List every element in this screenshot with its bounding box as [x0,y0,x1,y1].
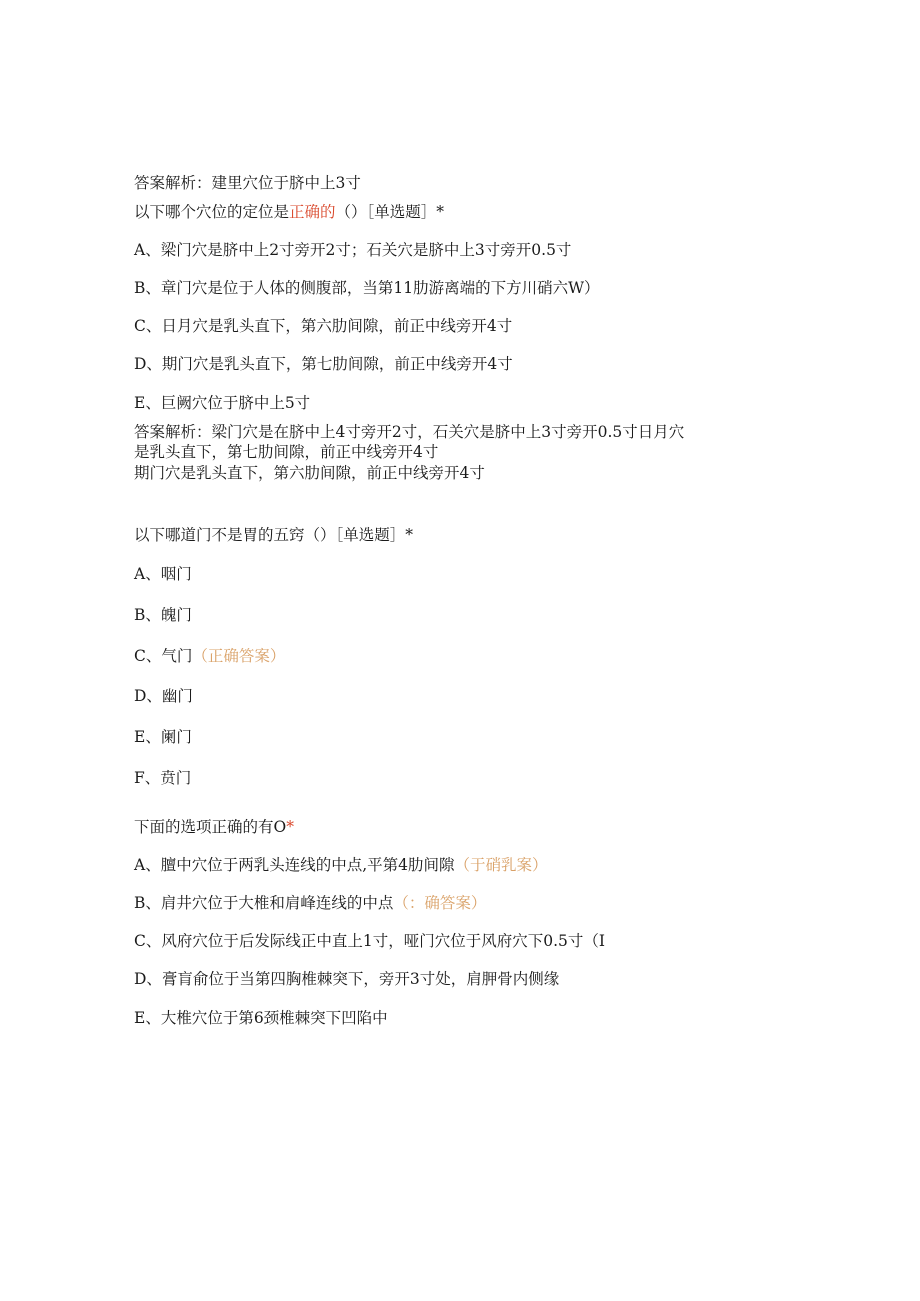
question-2-option-d[interactable]: D、幽门 [134,687,193,705]
question-1-explanation-line-3: 期门穴是乳头直下，第六肋间隙，前正中线旁开4寸 [134,464,485,482]
question-3-stem-text: 下面的选项正确的有O [134,818,287,836]
question-2-option-e[interactable]: E、阑门 [134,728,192,746]
question-2-option-f[interactable]: F、贲门 [134,769,192,787]
question-2-option-c-text: C、气门 [134,647,193,665]
question-2-option-a[interactable]: A、咽门 [134,565,192,583]
question-2-option-c[interactable] [134,646,285,666]
question-1-option-d[interactable]: D、期门穴是乳头直下，第七肋间隙，前正中线旁开4寸 [134,355,513,373]
question-3-option-c[interactable]: C、风府穴位于后发际线正中直上1寸，哑门穴位于风府穴下0.5寸（I [134,932,605,950]
question-1-explanation-line-1: 答案解析：梁门穴是在脐中上4寸旁开2寸，石关穴是脐中上3寸旁开0.5寸日月穴 [134,423,685,441]
correct-answer-mark: （：确答案） [393,894,487,912]
correct-answer-mark: （正确答案） [192,647,286,665]
question-3-stem [134,817,294,837]
question-1-option-b[interactable]: B、章门穴是位于人体的侧腹部，当第11肋游离端的下方川硝六W） [134,279,600,297]
correct-answer-mark: （于硝乳案） [454,856,548,874]
explanation-text: 答案解析：建里穴位于脐中上3寸 [134,174,361,192]
question-3-option-b[interactable] [134,893,486,913]
question-3-option-a[interactable] [134,855,548,875]
question-1-option-c[interactable]: C、日月穴是乳头直下，第六肋间隙，前正中线旁开4寸 [134,317,513,335]
question-1-option-e[interactable]: E、巨阙穴位于脐中上5寸 [134,394,311,412]
question-1-stem-highlight: 正确的 [289,203,336,221]
question-3-option-a-text: A、膻中穴位于两乳头连线的中点,平第4肋间隙 [134,856,455,874]
question-1-stem [134,202,444,222]
question-1-stem-text: 以下哪个穴位的定位是 [134,203,290,221]
question-3-option-e[interactable]: E、大椎穴位于第6颈椎棘突下凹陷中 [134,1009,388,1027]
question-2-stem: 以下哪道门不是胃的五窍（）［单选题］* [134,526,414,544]
question-1-explanation-line-2: 是乳头直下，第七肋间隙，前正中线旁开4寸 [134,443,439,461]
question-2-option-b[interactable]: B、魄门 [134,606,192,624]
question-3-option-d[interactable]: D、膏肓俞位于当第四胸椎棘突下，旁开3寸处，肩胛骨内侧缘 [134,970,560,988]
question-1-option-a[interactable]: A、梁门穴是脐中上2寸旁开2寸；石关穴是脐中上3寸旁开0.5寸 [134,241,572,259]
question-3-option-b-text: B、肩井穴位于大椎和肩峰连线的中点 [134,894,394,912]
question-1-stem-tail: （）［单选题］* [335,203,445,221]
required-star: * [286,818,294,836]
